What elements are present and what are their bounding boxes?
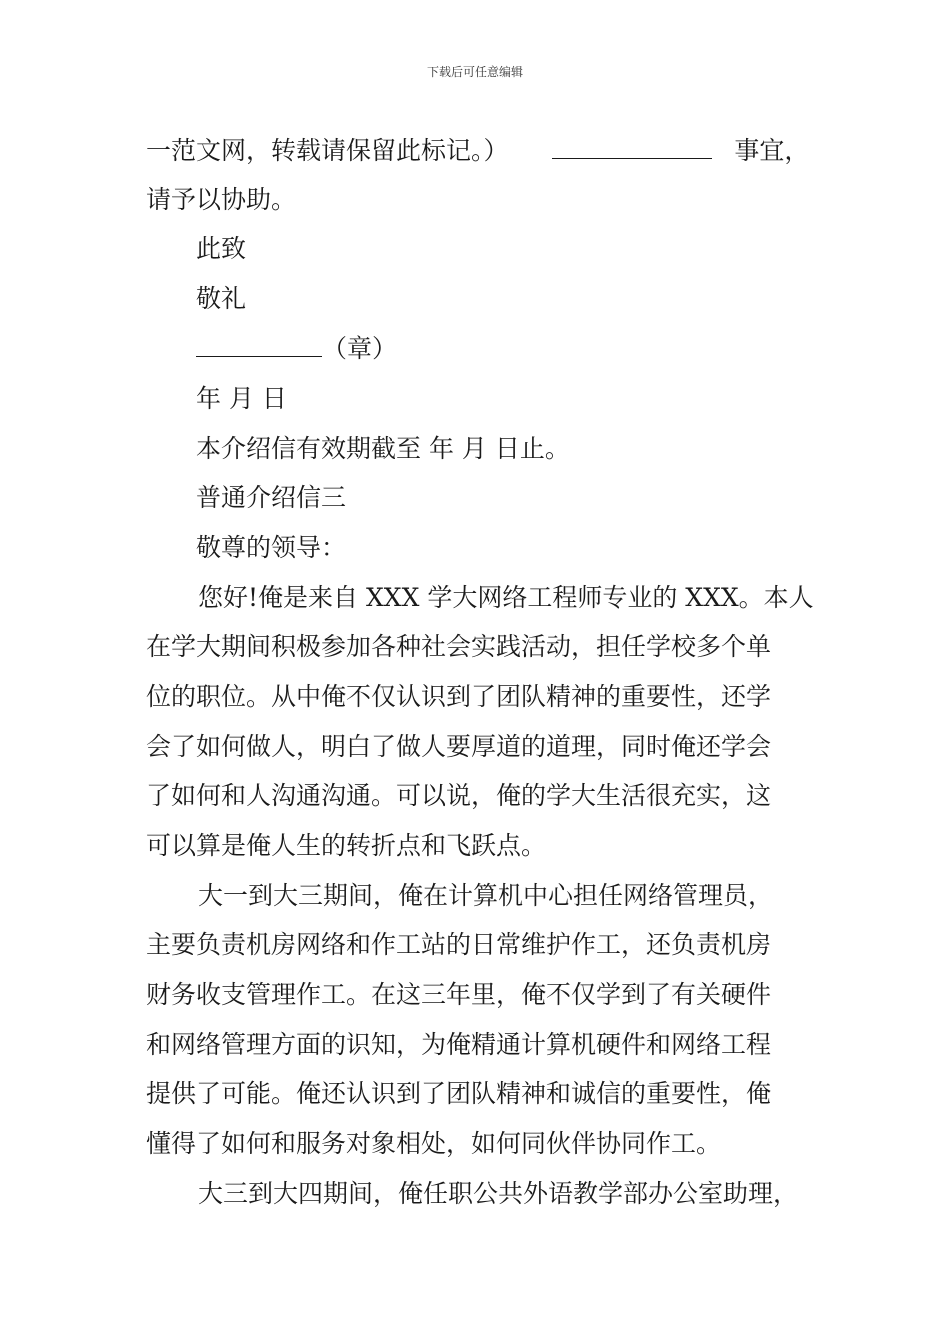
- validity-line: 本介绍信有效期截至 年 月 日止。: [196, 434, 570, 463]
- body-line: 懂得了如何和服务对象相处，如何同伙伴协同作工。: [146, 1129, 722, 1158]
- blank-underline: [552, 134, 712, 159]
- body-line: 会了如何做人，明白了做人要厚道的道理，同时俺还学会: [146, 732, 772, 761]
- letter-text: 事宜，: [734, 136, 810, 165]
- letter-line: [146, 134, 846, 168]
- letter-text: 一范文网，转载请保留此标记。）: [146, 136, 509, 165]
- seal-line: [196, 332, 896, 366]
- closing-line: 敬礼: [196, 284, 247, 313]
- body-line: 主要负责机房网络和作工站的日常维护作工，还负责机房: [146, 930, 772, 959]
- body-line: 提供了可能。俺还认识到了团队精神和诚信的重要性，俺: [146, 1079, 772, 1108]
- body-line: 位的职位。从中俺不仅认识到了团队精神的重要性，还学: [146, 682, 772, 711]
- section-title: 普通介绍信三: [196, 483, 347, 512]
- body-line: 您好!俺是来自 XXX 学大网络工程师专业的 XXX。本人: [198, 583, 814, 612]
- body-line: 了如何和人沟通沟通。可以说，俺的学大生活很充实，这: [146, 781, 772, 810]
- body-line: 和网络管理方面的识知，为俺精通计算机硬件和网络工程: [146, 1030, 772, 1059]
- body-line: 在学大期间积极参加各种社会实践活动，担任学校多个单: [146, 632, 772, 661]
- date-line: 年 月 日: [196, 384, 287, 413]
- body-line: 大三到大四期间，俺任职公共外语教学部办公室助理，: [198, 1179, 799, 1208]
- page-header: 下载后可任意编辑: [426, 65, 523, 79]
- letter-line: 请予以协助。: [146, 185, 297, 214]
- body-line: 财务收支管理作工。在这三年里，俺不仅学到了有关硬件: [146, 980, 772, 1009]
- salutation: 敬尊的领导：: [196, 533, 347, 562]
- signature-blank: [196, 332, 322, 357]
- seal-label: （章）: [322, 334, 398, 363]
- body-line: 可以算是俺人生的转折点和飞跃点。: [146, 831, 547, 860]
- body-line: 大一到大三期间，俺在计算机中心担任网络管理员，: [198, 881, 774, 910]
- closing-line: 此致: [196, 234, 247, 263]
